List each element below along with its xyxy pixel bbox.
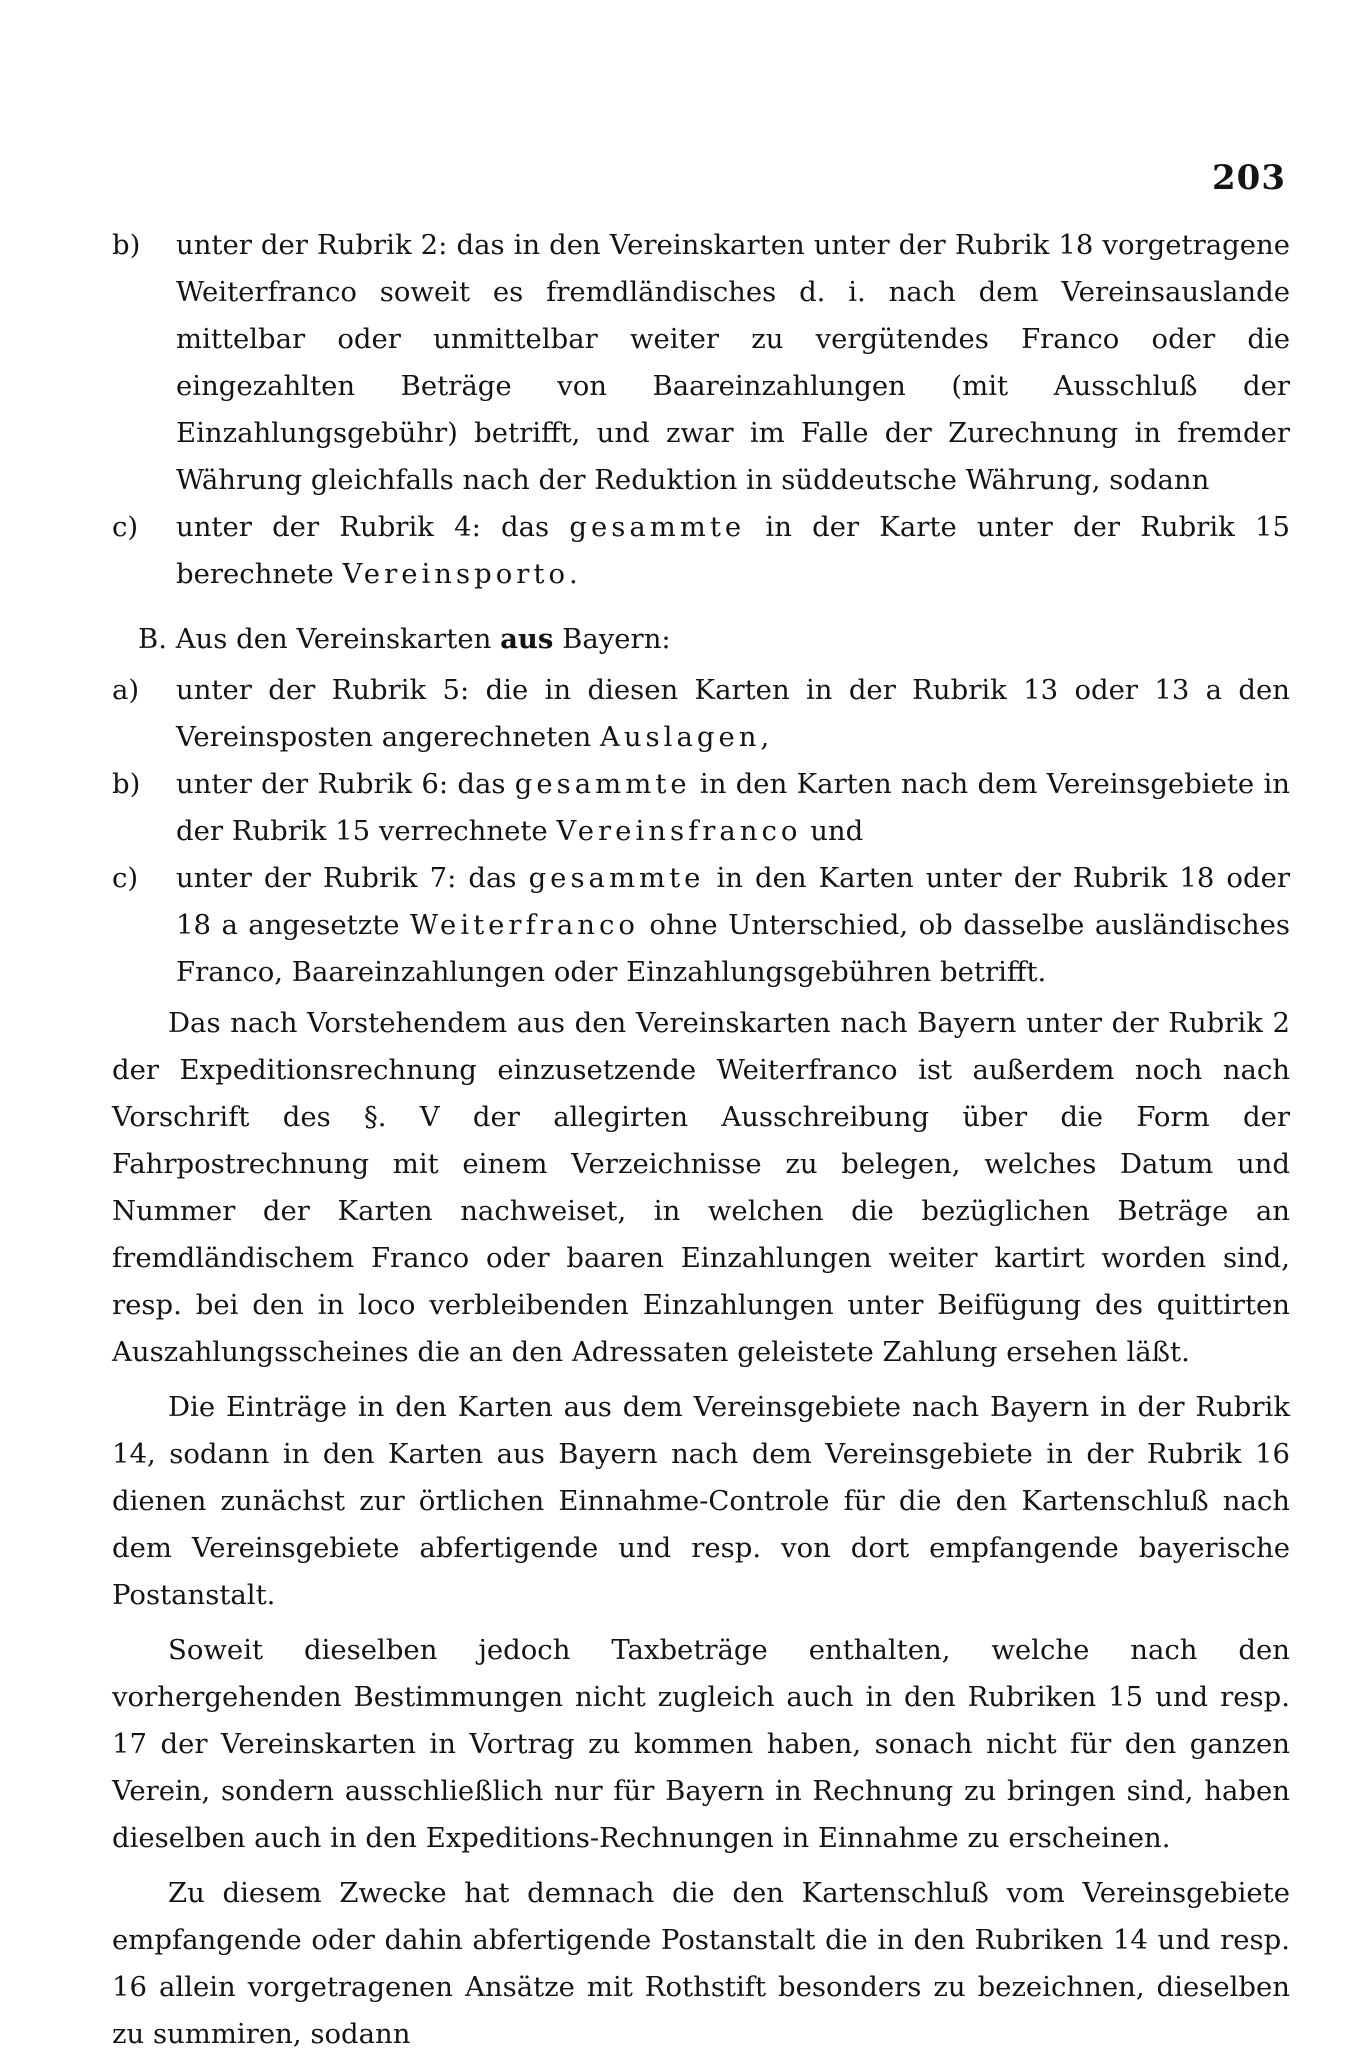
list-item-text bbox=[176, 855, 1290, 996]
text-segment: unter der Rubrik 5: die in diesen Karten in der Rubrik 13 oder 13 a den Vereinsposten angerechneten bbox=[176, 674, 1290, 753]
heading-suffix: Bayern: bbox=[553, 623, 671, 655]
text-segment: und bbox=[801, 815, 864, 847]
text-segment: . bbox=[569, 558, 578, 590]
list-marker: b) bbox=[112, 229, 141, 261]
spaced-emphasis: Weiterfranco bbox=[410, 909, 639, 941]
text-segment: in der Karte unter der Rubrik 15 berechnete bbox=[176, 511, 1290, 590]
spaced-emphasis: gesammte bbox=[569, 511, 746, 543]
heading-prefix: B. Aus den Vereinskarten bbox=[138, 623, 501, 655]
text-segment: in den Karten nach dem Vereinsgebiete in der Rubrik 15 verrechnete bbox=[176, 768, 1290, 847]
list-marker: b) bbox=[112, 768, 141, 800]
list-marker: c) bbox=[112, 511, 139, 543]
text-segment: ohne Unterschied, ob dasselbe ausländisches Franco, Baareinzahlungen oder Einzahlungsgebühren betrifft. bbox=[176, 909, 1290, 988]
spaced-emphasis: Auslagen bbox=[599, 721, 761, 753]
spaced-emphasis: Vereinsporto bbox=[342, 558, 570, 590]
text-segment: unter der Rubrik 4: das bbox=[176, 511, 570, 543]
list-marker: c) bbox=[112, 862, 139, 894]
list-item-b-b bbox=[112, 761, 1290, 855]
spaced-emphasis: Vereinsfranco bbox=[556, 815, 802, 847]
spaced-emphasis: gesammte bbox=[528, 862, 705, 894]
page-number: 203 bbox=[1212, 158, 1286, 198]
list-item-a-c bbox=[112, 504, 1290, 598]
list-item-text bbox=[176, 761, 1290, 855]
list-item-text bbox=[176, 504, 1290, 598]
paragraph: Das nach Vorstehendem aus den Vereinskarten nach Bayern unter der Rubrik 2 der Expeditionsrechnung einzusetzende Weiterfranco ist außerdem noch nach Vorschrift des §. V der allegirten Ausschreibung über die Form der Fahrpostrechnung mit einem Verzeichnisse zu belegen, welches Datum und Nummer der Karten nachweiset, in welchen die bezüglichen Beträge an fremdländischem Franco oder baaren Einzahlungen weiter kartirt worden sind, resp. bei den in loco verbleibenden Einzahlungen unter Beifügung des quittirten Auszahlungsscheines die an den Adressaten geleistete Zahlung ersehen läßt. bbox=[112, 1007, 1290, 1368]
list-marker: a) bbox=[112, 674, 140, 706]
text-segment: unter der Rubrik 7: das bbox=[176, 862, 529, 894]
text-segment: unter der Rubrik 6: das bbox=[176, 768, 515, 800]
spaced-emphasis: gesammte bbox=[514, 768, 691, 800]
text-segment: , bbox=[760, 721, 770, 753]
paragraph: Die Einträge in den Karten aus dem Vereinsgebiete nach Bayern in der Rubrik 14, sodann in den Karten aus Bayern nach dem Vereinsgebiete in der Rubrik 16 dienen zunächst zur örtlichen Einnahme-Controle für die den Kartenschluß nach dem Vereinsgebiete abfertigende und resp. von dort empfangende bayerische Postanstalt. bbox=[112, 1391, 1290, 1611]
list-item-a-b bbox=[112, 222, 1290, 504]
list-item-text bbox=[176, 667, 1290, 761]
section-b-heading bbox=[138, 616, 1290, 663]
paragraph: Zu diesem Zwecke hat demnach die den Kartenschluß vom Vereinsgebiete empfangende oder dahin abfertigende Postanstalt die in den Rubriken 14 und resp. 16 allein vorgetragenen Ansätze mit Rothstift besonders zu bezeichnen, dieselben zu summiren, sodann bbox=[112, 1877, 1290, 2050]
text-segment: in den Karten unter der Rubrik 18 oder 18 a angesetzte bbox=[176, 862, 1291, 941]
heading-emphasis: aus bbox=[500, 623, 554, 655]
paragraph: Soweit dieselben jedoch Taxbeträge enthalten, welche nach den vorhergehenden Bestimmungen nicht zugleich auch in den Rubriken 15 und resp. 17 der Vereinskarten in Vortrag zu kommen haben, sonach nicht für den ganzen Verein, sondern ausschließlich nur für Bayern in Rechnung zu bringen sind, haben dieselben auch in den Expeditions-Rechnungen in Einnahme zu erscheinen. bbox=[112, 1634, 1290, 1854]
list-item-b-a bbox=[112, 667, 1290, 761]
list-item-text: unter der Rubrik 2: das in den Vereinskarten unter der Rubrik 18 vorgetragene Weiterfranco soweit es fremdländisches d. i. nach dem Vereinsauslande mittelbar oder unmittelbar weiter zu vergütendes Franco oder die eingezahlten Beträge von Baareinzahlungen (mit Ausschluß der Einzahlungsgebühr) betrifft, und zwar im Falle der Zurechnung in fremder Währung gleichfalls nach der Reduktion in süddeutsche Währung, sodann bbox=[176, 229, 1290, 496]
body-text bbox=[112, 222, 1290, 2066]
list-item-b-c bbox=[112, 855, 1290, 996]
